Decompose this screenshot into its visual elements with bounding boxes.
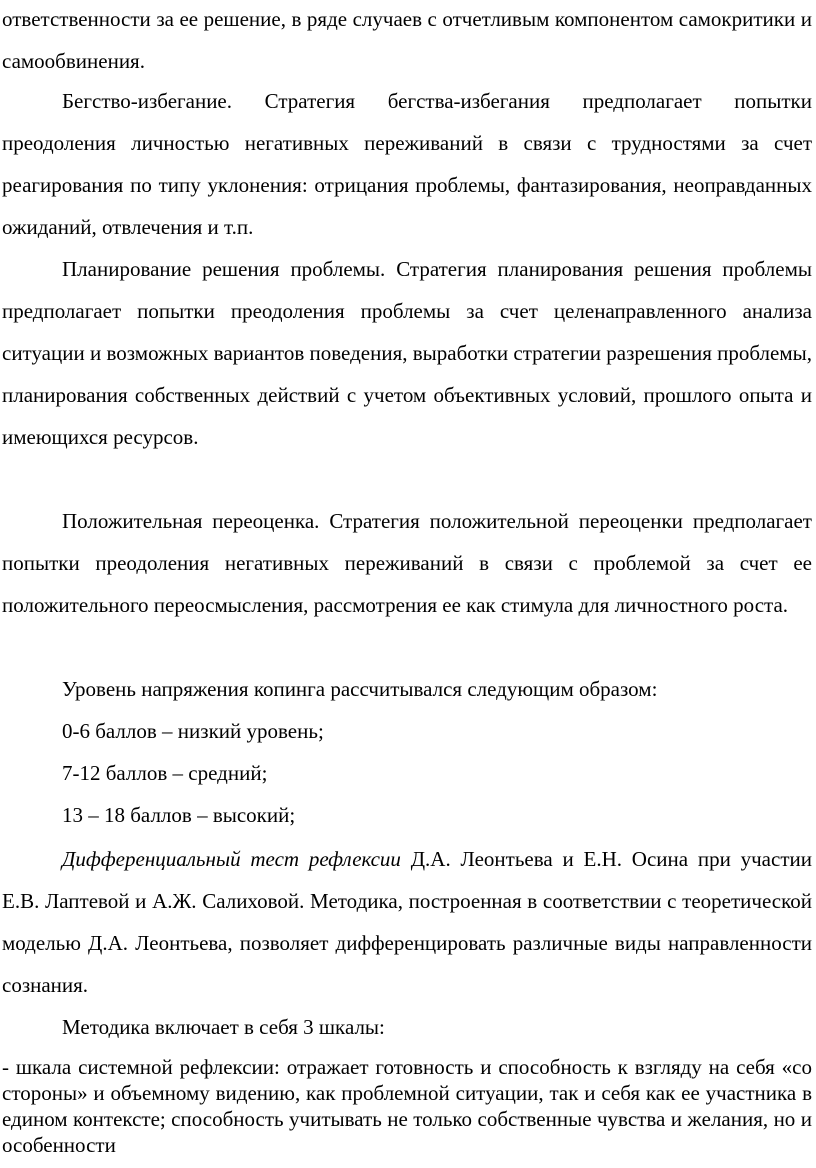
list-item-low: 0-6 баллов – низкий уровень; xyxy=(62,719,324,743)
paragraph-reflection-test xyxy=(2,838,812,1006)
paragraph-planning: Планирование решения проблемы. Стратегия планирования решения проблемы предполагает попытки преодоления проблемы за счет целенаправленного анализа ситуации и возможных вариантов поведения, выработки стратегии разрешения проблемы, планирования собственных действий с учетом объективных условий, прошлого опыта и имеющихся ресурсов. xyxy=(2,257,812,449)
list-item-medium: 7-12 баллов – средний; xyxy=(62,761,268,785)
paragraph-avoidance: Бегство-избегание. Стратегия бегства-избегания предполагает попытки преодоления личностью негативных переживаний в связи с трудностями за счет реагирования по типу уклонения: отрицания проблемы, фантазирования, неоправданных ожиданий, отвлечения и т.п. xyxy=(2,89,812,239)
paragraph-coping-level: Уровень напряжения копинга рассчитывался следующим образом: xyxy=(62,677,658,701)
list-item-high: 13 – 18 баллов – высокий; xyxy=(62,803,296,827)
test-title: Дифференциальный тест рефлексии xyxy=(62,847,401,871)
scale-item-systemic: - шкала системной рефлексии: отражает готовность и способность к взгляду на себя «со стороны» и объемному видению, как проблемной ситуации, так и себя как ее участника в едином контексте; способность учитывать не только собственные чувства и желания, но и особенности xyxy=(2,1055,812,1157)
paragraph-scales-intro: Методика включает в себя 3 шкалы: xyxy=(62,1015,385,1039)
paragraph-reappraisal: Положительная переоценка. Стратегия положительной переоценки предполагает попытки преодоления негативных переживаний в связи с проблемой за счет ее положительного переосмысления, рассмотрения ее как стимула для личностного роста. xyxy=(2,509,812,617)
test-description: Д.А. Леонтьева и Е.Н. Осина при участии Е.В. Лаптевой и А.Ж. Салиховой. Методика, построенная в соответствии с теоретической моделью Д.А. Леонтьева, позволяет дифференцировать различные виды направленности сознания. xyxy=(2,847,812,997)
paragraph-continuation: ответственности за ее решение, в ряде случаев с отчетливым компонентом самокритики и самообвинения. xyxy=(2,7,812,73)
